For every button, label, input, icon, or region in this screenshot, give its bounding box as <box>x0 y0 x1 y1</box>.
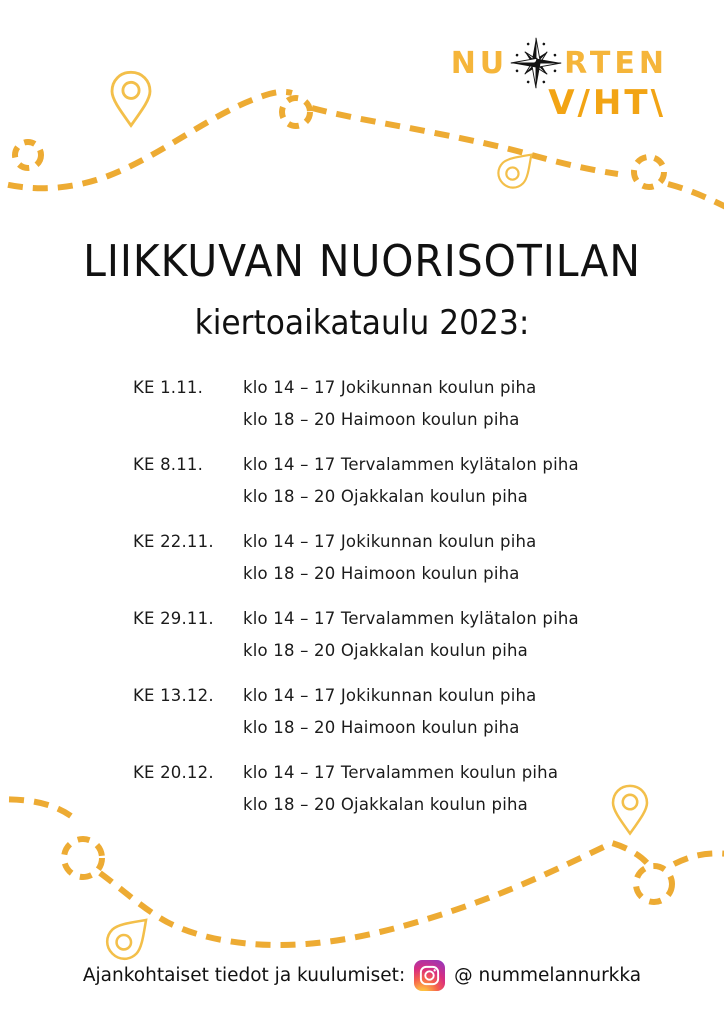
entry-slot: klo 14 – 17 Jokikunnan koulun piha <box>243 686 537 705</box>
schedule <box>133 372 579 834</box>
entry-slot: klo 18 – 20 Ojakkalan koulun piha <box>243 795 528 814</box>
entry-slot: klo 14 – 17 Tervalammen kylätalon piha <box>243 455 579 474</box>
footer-label: Ajankohtaiset tiedot ja kuulumiset: <box>82 965 406 986</box>
entry-slot: klo 18 – 20 Haimoon koulun piha <box>243 718 520 737</box>
page-subtitle: kiertoaikataulu 2023: <box>194 303 530 343</box>
page-title: LIIKKUVAN NUORISOTILAN <box>83 236 641 287</box>
entry-slot: klo 14 – 17 Jokikunnan koulun piha <box>243 532 537 551</box>
nuorten-vihti-logo <box>450 44 668 123</box>
entry-slot: klo 14 – 17 Tervalammen kylätalon piha <box>243 609 579 628</box>
logo-text-prefix: NU <box>450 46 509 81</box>
footer <box>0 960 724 991</box>
schedule-entry <box>133 449 579 513</box>
entry-date: KE 13.12. <box>133 686 214 705</box>
entry-slot: klo 18 – 20 Haimoon koulun piha <box>243 410 520 429</box>
entry-date: KE 20.12. <box>133 763 214 782</box>
instagram-handle[interactable]: @ nummelannurkka <box>454 965 642 986</box>
compass-icon <box>508 35 564 91</box>
entry-date: KE 29.11. <box>133 609 214 628</box>
schedule-entry <box>133 757 579 821</box>
entry-slot: klo 18 – 20 Haimoon koulun piha <box>243 564 520 583</box>
entry-date: KE 8.11. <box>133 455 204 474</box>
entry-slot: klo 14 – 17 Jokikunnan koulun piha <box>243 378 537 397</box>
logo-text-suffix: RTEN <box>564 46 668 81</box>
logo-word-vihti: V/HT\ <box>548 83 666 123</box>
logo-word-nuorten <box>451 44 668 84</box>
schedule-entry <box>133 603 579 667</box>
entry-date: KE 22.11. <box>133 532 214 551</box>
entry-slot: klo 18 – 20 Ojakkalan koulun piha <box>243 641 528 660</box>
entry-slot: klo 18 – 20 Ojakkalan koulun piha <box>243 487 528 506</box>
entry-date: KE 1.11. <box>133 378 204 397</box>
entry-slot: klo 14 – 17 Tervalammen koulun piha <box>243 763 559 782</box>
schedule-entry <box>133 680 579 744</box>
schedule-entry <box>133 372 579 436</box>
schedule-entry <box>133 526 579 590</box>
instagram-icon[interactable] <box>414 960 445 991</box>
